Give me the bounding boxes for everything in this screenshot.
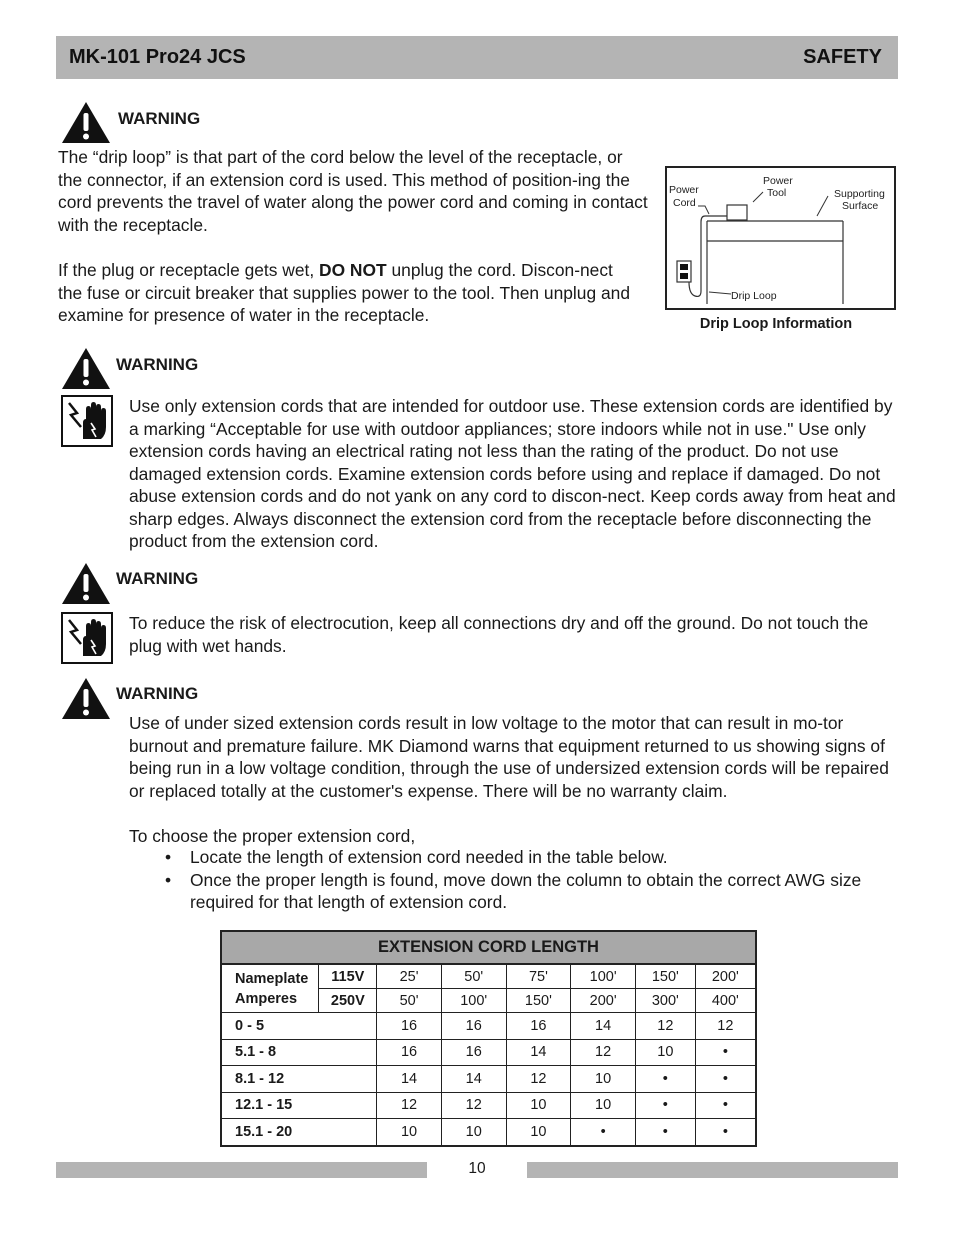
warning-triangle-icon bbox=[61, 100, 111, 144]
voltage-250-header: 250V bbox=[319, 989, 377, 1013]
electric-shock-hand-icon bbox=[61, 612, 113, 664]
warning-triangle-icon bbox=[61, 561, 111, 605]
table-row: 0 - 5 16 16 16 14 12 12 bbox=[221, 1013, 756, 1040]
drip-loop-paragraph: The “drip loop” is that part of the cord below the level of the receptacle, or the connector, if an extension cord is used. This method of position-ing the cord prevents the travel of water along the power cord and coming in contact with the receptacle. bbox=[58, 147, 648, 235]
length-cell: 150' bbox=[506, 989, 571, 1013]
page-header bbox=[56, 36, 898, 79]
warning-triangle-icon bbox=[61, 346, 111, 390]
drip-loop-diagram bbox=[665, 166, 896, 310]
length-cell: 25' bbox=[377, 964, 442, 989]
section-title: SAFETY bbox=[803, 46, 882, 68]
extension-cord-table bbox=[220, 930, 757, 1147]
voltage-115-header: 115V bbox=[319, 964, 377, 989]
length-cell: 100' bbox=[571, 964, 636, 989]
footer-bar-left bbox=[56, 1162, 427, 1178]
length-cell: 400' bbox=[695, 989, 756, 1013]
diagram-caption: Drip Loop Information bbox=[699, 316, 853, 332]
footer-bar-right bbox=[527, 1162, 898, 1178]
length-cell: 200' bbox=[695, 964, 756, 989]
warning-label: WARNING bbox=[116, 569, 199, 588]
length-cell: 100' bbox=[441, 989, 506, 1013]
page-number: 10 bbox=[468, 1160, 486, 1177]
warning-label: WARNING bbox=[116, 355, 199, 374]
electric-shock-hand-icon bbox=[61, 395, 113, 447]
drip-loop-label: Drip Loop bbox=[731, 290, 777, 302]
nameplate-amperes-header: Nameplate Amperes bbox=[221, 964, 319, 1013]
length-cell: 50' bbox=[377, 989, 442, 1013]
length-cell: 50' bbox=[441, 964, 506, 989]
power-cord-label: Power Cord bbox=[669, 184, 699, 209]
do-not-emphasis: DO NOT bbox=[319, 260, 387, 280]
manual-title: MK-101 Pro24 JCS bbox=[69, 46, 246, 68]
list-item: • Once the proper length is found, move down the column to obtain the correct AWG size required for that length of extension cord. bbox=[165, 869, 862, 912]
warning-label: WARNING bbox=[116, 684, 199, 703]
choose-cord-steps bbox=[160, 846, 900, 914]
warning-triangle-icon bbox=[61, 676, 111, 720]
length-cell: 300' bbox=[635, 989, 695, 1013]
length-cell: 150' bbox=[635, 964, 695, 989]
table-title: EXTENSION CORD LENGTH bbox=[221, 931, 756, 964]
table-row: 8.1 - 12 14 14 12 10 • • bbox=[221, 1066, 756, 1093]
table-row: 5.1 - 8 16 16 14 12 10 • bbox=[221, 1039, 756, 1066]
choose-cord-intro: To choose the proper extension cord, bbox=[129, 826, 416, 846]
table-row: 12.1 - 15 12 12 10 10 • • bbox=[221, 1092, 756, 1119]
table-row: 15.1 - 20 10 10 10 • • • bbox=[221, 1119, 756, 1146]
undersized-cords-paragraph: Use of under sized extension cords result in low voltage to the motor that can result in mo-tor burnout and premature failure. MK Diamond warns that equipment returned to us showing signs of being run in a low voltage condition, through the use of undersized extension cords will be repaired or replaced totally at the customer's expense. There will be no warranty claim. bbox=[129, 713, 889, 801]
length-cell: 200' bbox=[571, 989, 636, 1013]
electrocution-paragraph: To reduce the risk of electrocution, keep all connections dry and off the ground. Do not touch the plug with wet hands. bbox=[129, 613, 869, 656]
warning-label: WARNING bbox=[118, 109, 201, 128]
wet-plug-paragraph: If the plug or receptacle gets wet, DO NOT unplug the cord. Discon-nect the fuse or circuit breaker that supplies power to the tool. Then unplug and examine for presence of water in the receptacle. bbox=[58, 260, 630, 325]
supporting-surface-label: Supporting Surface bbox=[834, 188, 885, 212]
power-tool-label: Power Tool bbox=[763, 175, 793, 199]
outdoor-cords-paragraph: Use only extension cords that are intended for outdoor use. These extension cords are identified by a marking “Acceptable for use with outdoor appliances; store indoors while not in use." Use only extension cords having an electrical rating not less than the rating of the product. Do not use damaged extension cords. Examine extension cords before using and replace if damaged. Do not abuse extension cords and do not yank on any cord to discon-nect. Keep cords away from heat and sharp edges. Always disconnect the extension cord from the receptacle before disconnecting the product from the extension cord. bbox=[129, 396, 896, 551]
length-cell: 75' bbox=[506, 964, 571, 989]
list-item: • Locate the length of extension cord needed in the table below. bbox=[165, 847, 668, 867]
